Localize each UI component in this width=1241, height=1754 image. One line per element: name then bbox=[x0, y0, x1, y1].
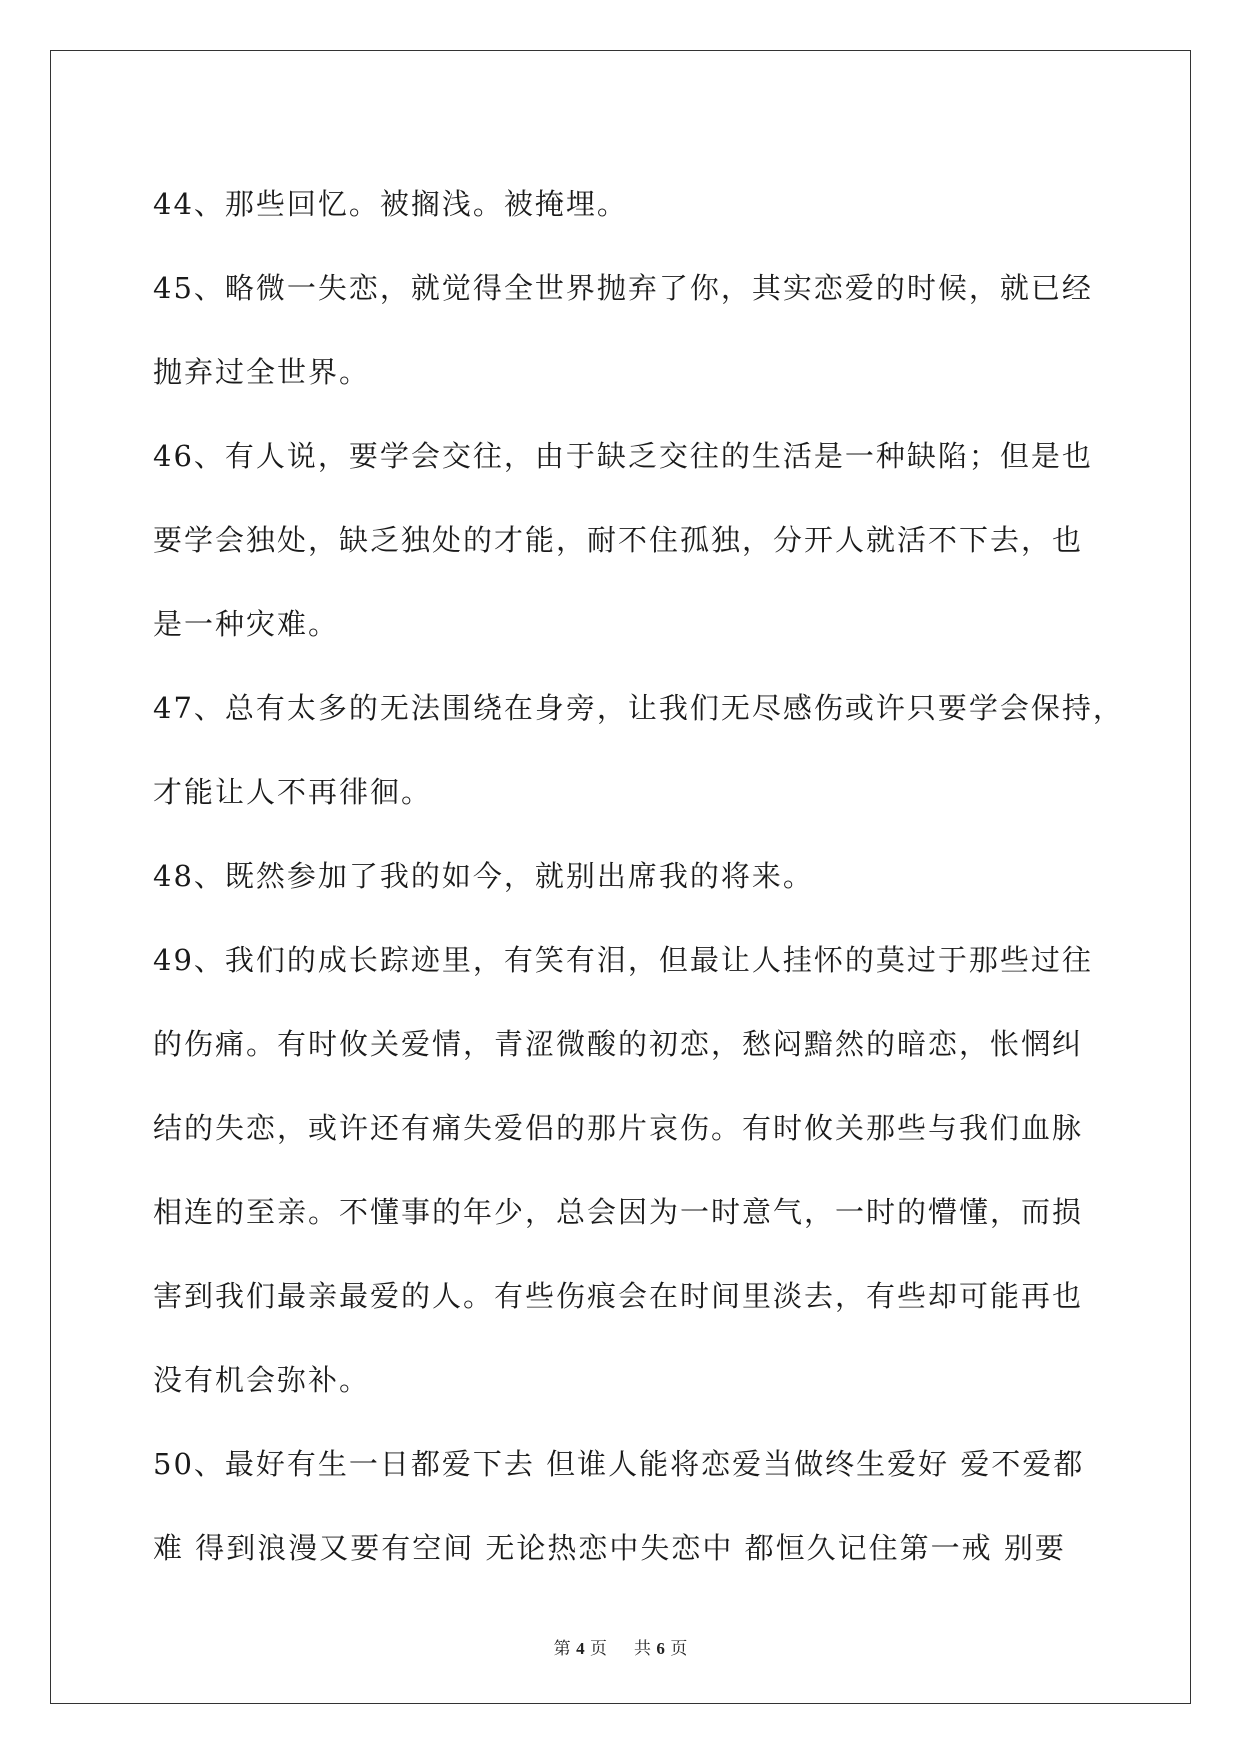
total-page-number: 6 bbox=[656, 1639, 665, 1658]
document-body bbox=[153, 160, 1124, 1588]
current-page-number: 4 bbox=[576, 1639, 585, 1658]
page-label-prefix: 第 bbox=[553, 1639, 571, 1659]
text-line: 47、总有太多的无法围绕在身旁，让我们无尽感伤或许只要学会保持， bbox=[153, 690, 1124, 725]
text-line: 结的失恋，或许还有痛失爱侣的那片哀伤。有时攸关那些与我们血脉 bbox=[153, 1110, 1084, 1145]
text-line: 没有机会弥补。 bbox=[153, 1362, 371, 1397]
total-label-prefix: 共 bbox=[634, 1639, 652, 1659]
text-line: 50、最好有生一日都爱下去 但谁人能将恋爱当做终生爱好 爱不爱都 bbox=[153, 1446, 1085, 1481]
text-line: 是一种灾难。 bbox=[153, 606, 340, 641]
text-line: 48、既然参加了我的如今，就别出席我的将来。 bbox=[153, 858, 814, 893]
total-label-suffix: 页 bbox=[670, 1639, 688, 1659]
text-line: 要学会独处，缺乏独处的才能，耐不住孤独，分开人就活不下去，也 bbox=[153, 522, 1084, 557]
text-line: 害到我们最亲最爱的人。有些伤痕会在时间里淡去，有些却可能再也 bbox=[153, 1278, 1084, 1313]
text-line: 45、略微一失恋，就觉得全世界抛弃了你，其实恋爱的时候，就已经 bbox=[153, 270, 1093, 305]
text-line: 抛弃过全世界。 bbox=[153, 354, 371, 389]
text-line: 46、有人说，要学会交往，由于缺乏交往的生活是一种缺陷；但是也 bbox=[153, 438, 1093, 473]
text-line: 相连的至亲。不懂事的年少，总会因为一时意气，一时的懵懂，而损 bbox=[153, 1194, 1084, 1229]
page-label-suffix: 页 bbox=[589, 1639, 607, 1659]
page-footer bbox=[0, 1634, 1241, 1659]
text-line: 难 得到浪漫又要有空间 无论热恋中失恋中 都恒久记住第一戒 别要 bbox=[153, 1530, 1066, 1565]
text-line: 才能让人不再徘徊。 bbox=[153, 774, 433, 809]
text-line: 44、那些回忆。被搁浅。被掩埋。 bbox=[153, 186, 628, 221]
text-line: 的伤痛。有时攸关爱情，青涩微酸的初恋，愁闷黯然的暗恋，怅惘纠 bbox=[153, 1026, 1084, 1061]
text-line: 49、我们的成长踪迹里，有笑有泪，但最让人挂怀的莫过于那些过往 bbox=[153, 942, 1093, 977]
